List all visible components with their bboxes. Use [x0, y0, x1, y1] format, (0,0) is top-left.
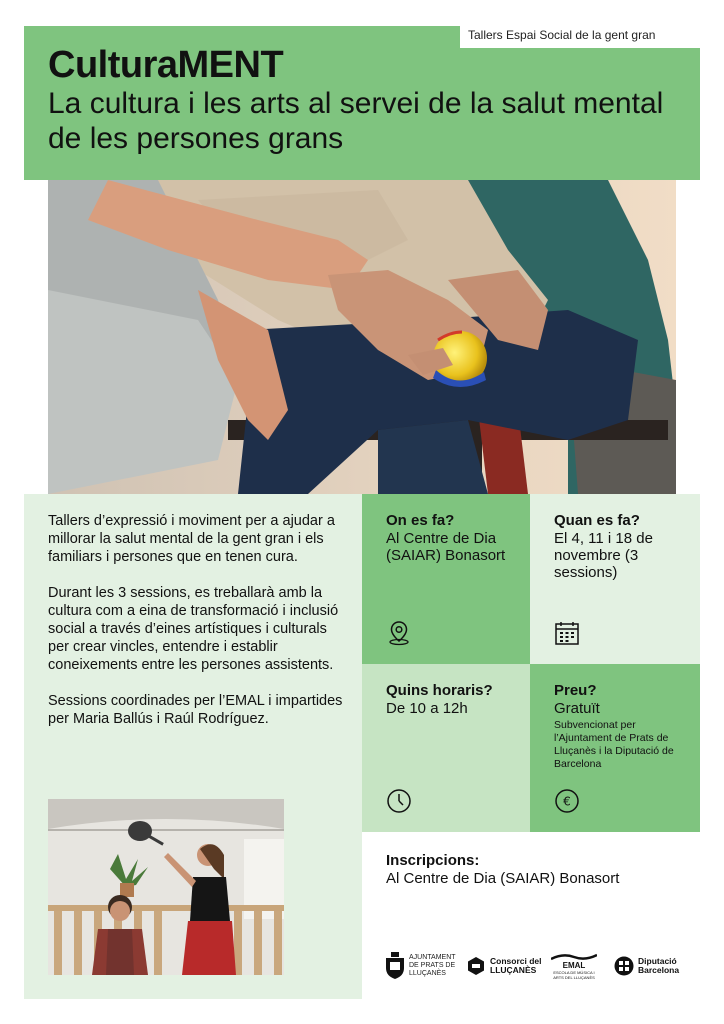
euro-icon [554, 788, 580, 814]
emal-logo [548, 948, 600, 984]
svg-text:€: € [563, 794, 571, 809]
registration-heading: Inscripcions: [386, 852, 480, 869]
diputacio-label-line1: Diputació [638, 956, 677, 966]
location-pin-icon [386, 620, 412, 646]
main-photo [48, 180, 676, 494]
diputacio-label-line2: Barcelona [638, 965, 680, 975]
where-value: Al Centre de Dia (SAIAR) Bonasort [386, 530, 506, 564]
calendar-icon [554, 620, 580, 646]
registration-block [386, 852, 686, 888]
when-value: El 4, 11 i 18 de novembre (3 sessions) [554, 530, 653, 581]
description-panel [24, 494, 362, 999]
workshop-photo [48, 799, 284, 975]
sponsor-logos [384, 948, 694, 984]
consorci-label-line1: Consorci del [490, 956, 542, 966]
where-cell [362, 494, 530, 664]
hexagon-icon [466, 956, 486, 976]
page-title: CulturaMENT [48, 44, 284, 86]
hours-value: De 10 a 12h [386, 700, 468, 717]
ajuntament-logo [384, 948, 461, 984]
hours-cell [362, 664, 530, 832]
emal-label: EMAL [562, 960, 586, 970]
page-subtitle: La cultura i les arts al servei de la salut mental de les persones grans [48, 87, 664, 155]
header-banner [24, 26, 700, 180]
diputacio-label [638, 957, 679, 975]
clock-icon [386, 788, 412, 814]
where-heading: On es fa? [386, 512, 455, 529]
description-paragraph-1: Tallers d’expressió i moviment per a ajudar a millorar la salut mental de la gent gran i els familiars i persones que en tenen cura. [48, 513, 335, 565]
hours-heading: Quins horaris? [386, 682, 493, 699]
description-paragraph-3: Sessions coordinades per l’EMAL i impartides per Maria Ballús i Raúl Rodríguez. [48, 693, 343, 727]
consorci-label [490, 957, 541, 975]
price-note: Subvencionat per l’Ajuntament de Prats de Lluçanès i la Diputació de Barcelona [554, 719, 674, 770]
price-value: Gratuït [554, 700, 600, 717]
diputacio-emblem-icon [614, 956, 634, 976]
price-heading: Preu? [554, 682, 597, 699]
diputacio-logo [614, 948, 679, 984]
description-paragraph-2: Durant les 3 sessions, es treballarà amb la cultura com a eina de transformació i inclusió social a través d’eines artístiques i culturals per crear vincles, entendre i establir coneixements entre les persones assistents. [48, 585, 339, 673]
price-cell [530, 664, 700, 832]
consorci-logo [466, 948, 541, 984]
ajuntament-label: AJUNTAMENT DE PRATS DE LLUÇANÈS [409, 954, 456, 977]
consorci-label-line2: LLUÇANÈS [490, 965, 537, 975]
description-text [48, 512, 348, 746]
shield-icon [384, 952, 406, 980]
wave-icon [551, 953, 597, 961]
registration-value: Al Centre de Dia (SAIAR) Bonasort [386, 870, 620, 887]
when-cell [530, 494, 700, 664]
series-tag: Tallers Espai Social de la gent gran [460, 22, 700, 48]
when-heading: Quan es fa? [554, 512, 640, 529]
emal-sublabel: ESCOLA DE MÚSICA I ARTS DEL LLUÇANÈS [553, 969, 595, 980]
